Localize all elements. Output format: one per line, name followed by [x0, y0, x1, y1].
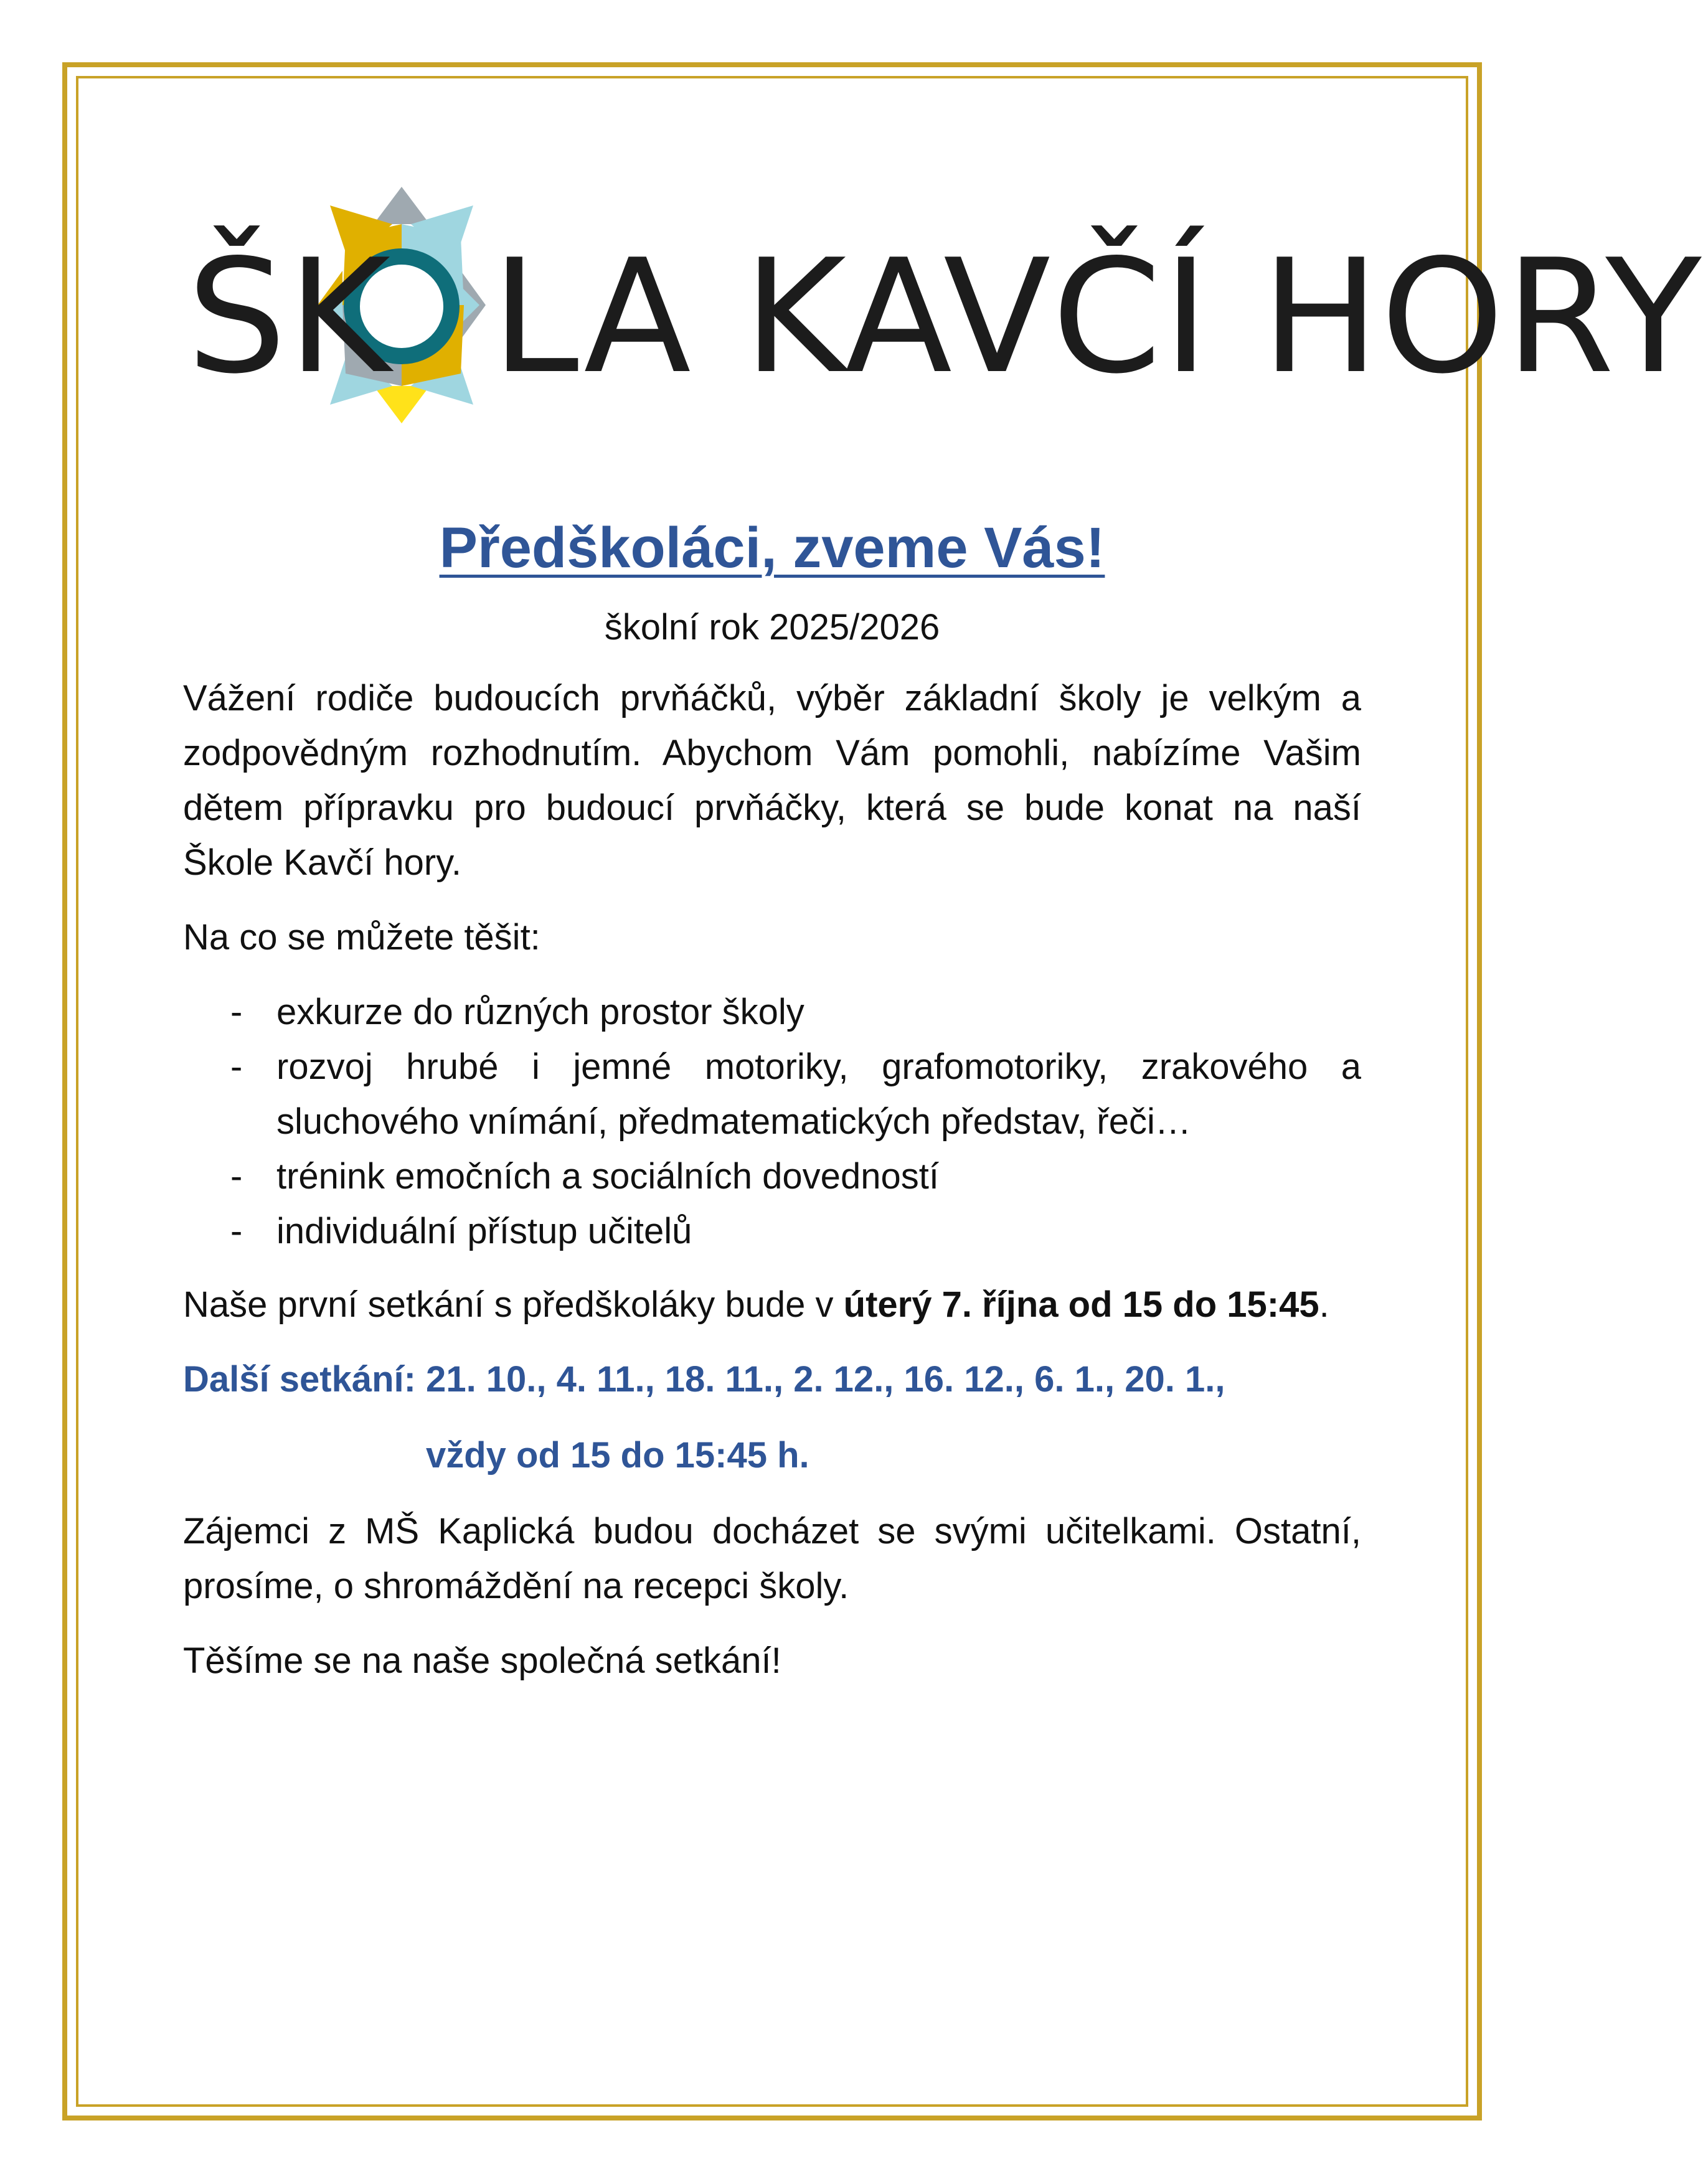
list-item — [183, 1040, 1361, 1149]
list-marker: - — [230, 992, 243, 1032]
first-meeting-date: úterý 7. října od 15 do 15:45 — [843, 1284, 1319, 1325]
list-marker: - — [230, 1211, 243, 1251]
list-item — [183, 985, 1361, 1040]
first-meeting-suffix: . — [1319, 1284, 1329, 1325]
page-title: Předškoláci, zveme Vás! — [439, 516, 1105, 580]
list-item-text: trénink emočních a sociálních dovedností — [276, 1156, 939, 1197]
first-meeting-paragraph — [183, 1278, 1361, 1332]
look-forward-heading: Na co se můžete těšit: — [183, 917, 540, 958]
list-item-text: exkurze do různých prostor školy — [276, 992, 804, 1032]
school-logo — [187, 181, 1703, 442]
list-item — [183, 1204, 1361, 1259]
intro-paragraph: Vážení rodiče budoucích prvňáčků, výběr základní školy je velkým a zodpovědným rozhodnutím. Abychom Vám pomohli, nabízíme Vašim dětem přípravku pro budoucí prvňáčky, která se bude konat na naší Škole Kavčí hory. — [183, 678, 1361, 883]
logo-wordmark — [187, 224, 1703, 411]
school-year: školní rok 2025/2026 — [604, 607, 940, 647]
first-meeting-prefix: Naše první setkání s předškoláky bude v — [183, 1284, 844, 1325]
letter-content — [183, 511, 1361, 1708]
benefits-list — [183, 985, 1361, 1259]
list-marker: - — [230, 1156, 243, 1197]
interested-paragraph: Zájemci z MŠ Kaplická budou docházet se svými učitelkami. Ostatní, prosíme, o shromáždění na recepci školy. — [183, 1511, 1361, 1606]
logo-text-end: LA KAVČÍ HORY — [491, 226, 1703, 408]
list-item-text: individuální přístup učitelů — [276, 1211, 692, 1251]
logo-text-start: ŠK — [187, 226, 392, 408]
list-item-text: rozvoj hrubé i jemné motoriky, grafomotoriky, zrakového a sluchového vnímání, předmatematických představ, řeči… — [276, 1047, 1361, 1142]
next-meetings: Další setkání: 21. 10., 4. 11., 18. 11., 2. 12., 16. 12., 6. 1., 20. 1., — [183, 1359, 1225, 1400]
list-item — [183, 1149, 1361, 1204]
list-marker: - — [230, 1047, 243, 1087]
meeting-time: vždy od 15 do 15:45 h. — [426, 1435, 809, 1476]
closing-line: Těšíme se na naše společná setkání! — [183, 1640, 781, 1681]
